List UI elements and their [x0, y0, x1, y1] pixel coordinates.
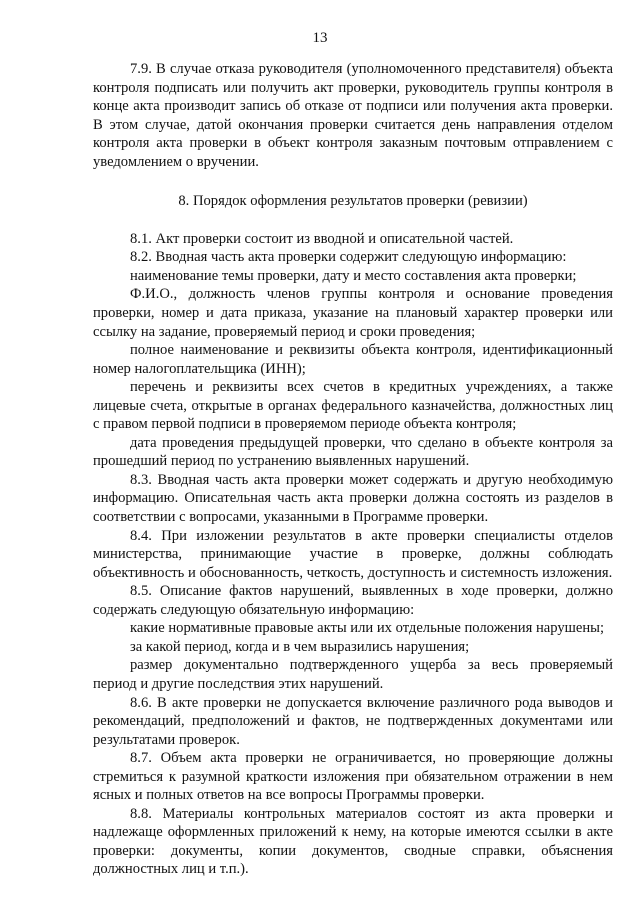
paragraph-7-9: 7.9. В случае отказа руководителя (уполномоченного представителя) объекта контроля подписать или получить акт проверки, руководитель группы контроля в конце акта производит запись об отказе от подписи или получения акта проверки. В этом случае, датой окончания проверки считается день направления отделом контроля акта проверки в объект контроля заказным почтовым отправлением с уведомлением о вручении. [93, 61, 613, 170]
paragraph-8-2: 8.2. Вводная часть акта проверки содержит следующую информацию: [130, 249, 567, 266]
paragraph-8-6: 8.6. В акте проверки не допускается включение различного рода выводов и рекомендаций, предположений и фактов, не подтвержденных документами или результатами проверок. [93, 694, 613, 748]
paragraph-8-7: 8.7. Объем акта проверки не ограничивается, но проверяющие должны стремиться к разумной краткости изложения при обязательном отражении в нем ясных и полных ответов на все вопросы Программы проверки. [93, 750, 613, 804]
page-number: 13 [312, 30, 328, 46]
list-item: Ф.И.О., должность членов группы контроля и основание проведения проверки, номер и дата приказа, указание на плановый характер проверки или ссылку на задание, проверяемый период и сроки проведения; [93, 286, 613, 340]
paragraph-8-8: 8.8. Материалы контрольных материалов состоят из акта проверки и надлежаще оформленных приложений к нему, на которые имеются ссылки в акте проверки: документы, копии документов, сводные справки, объяснения должностных лиц и т.п.). [93, 805, 613, 878]
paragraph-8-4: 8.4. При изложении результатов в акте проверки специалисты отделов министерства, принимающие участие в проверке, должны соблюдать объективность и обоснованность, четкость, доступность и системность изложения. [93, 527, 613, 581]
list-item: полное наименование и реквизиты объекта контроля, идентификационный номер налогоплательщика (ИНН); [93, 342, 613, 377]
list-item: перечень и реквизиты всех счетов в кредитных учреждениях, а также лицевые счета, открытые в органах федерального казначейства, должностных лиц с правом первой подписи в проверяемом периоде объекта контроля; [93, 379, 613, 433]
document-body [93, 60, 613, 879]
list-item: какие нормативные правовые акты или их отдельные положения нарушены; [130, 620, 605, 637]
section-heading: 8. Порядок оформления результатов проверки (ревизии) [178, 193, 528, 210]
list-item: за какой период, когда и в чем выразились нарушения; [130, 638, 470, 655]
list-item: размер документально подтвержденного ущерба за весь проверяемый период и другие последствия этих нарушений. [93, 657, 613, 692]
paragraph-8-1: 8.1. Акт проверки состоит из вводной и описательной частей. [130, 230, 514, 247]
list-item: дата проведения предыдущей проверки, что сделано в объекте контроля за прошедший период по устранению выявленных нарушений. [93, 434, 613, 470]
paragraph-8-3: 8.3. Вводная часть акта проверки может содержать и другую необходимую информацию. Описательная часть акта проверки должна состоять из разделов в соответствии с вопросами, указанными в Программе проверки. [93, 471, 613, 526]
paragraph-8-5: 8.5. Описание фактов нарушений, выявленных в ходе проверки, должно содержать следующую обязательную информацию: [93, 583, 613, 618]
list-item: наименование темы проверки, дату и место составления акта проверки; [130, 267, 577, 284]
